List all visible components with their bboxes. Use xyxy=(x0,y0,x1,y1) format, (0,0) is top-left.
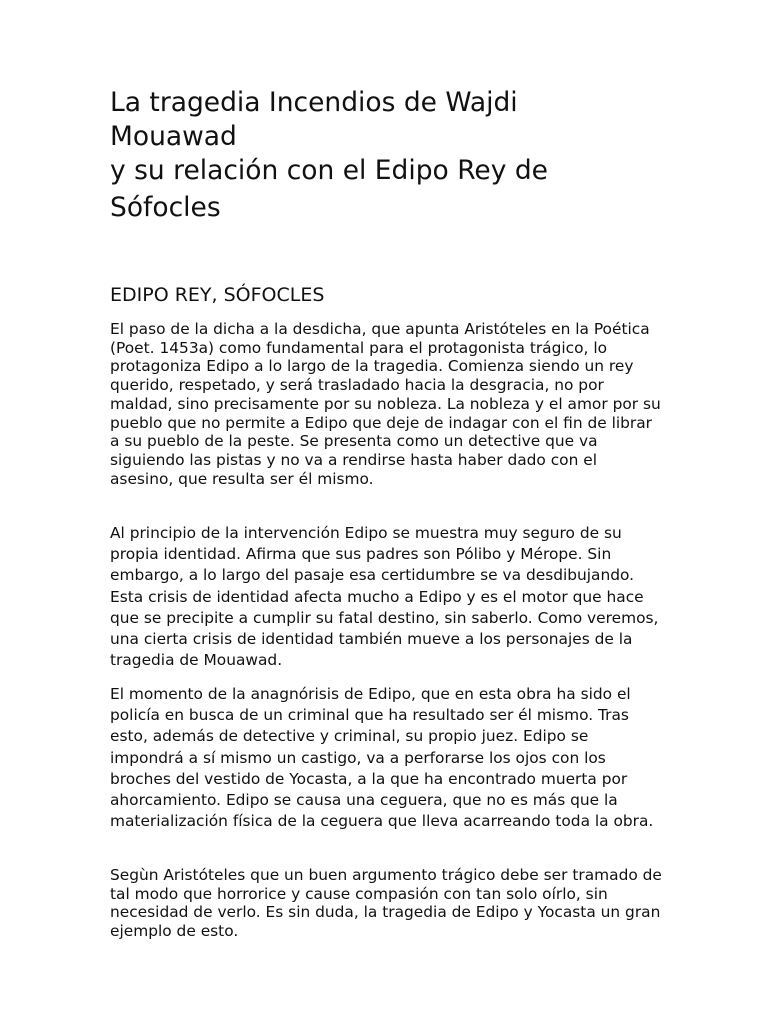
title-line-2: Mouawad xyxy=(110,121,237,152)
paragraph-1: El paso de la dicha a la desdicha, que apunta Aristóteles en la Poética (Poet. 1453a) como fundamental para el protagonista trágico, lo protagoniza Edipo a lo largo de la tragedia. Comienza siendo un rey querido, respetado, y será trasladado hacia la desgracia, no por maldad, sino precisamente por su nobleza. La nobleza y el amor por su pueblo que no permite a Edipo que deje de indagar con el fin de librar a su pueblo de la peste. Se presenta como un detective que va siguiendo las pistas y no va a rendirse hasta haber dado con el asesino, que resulta ser él mismo. xyxy=(110,320,661,488)
paragraph-3: El momento de la anagnórisis de Edipo, que en esta obra ha sido el policía en busca de un criminal que ha resultado ser él mismo. Tras esto, además de detective y criminal, su propio juez. Edipo se impondrá a sí mismo un castigo, va a perforarse los ojos con los broches del vestido de Yocasta, a la que ha encontrado muerta por ahorcamiento. Edipo se causa una ceguera, que no es más que la materialización física de la ceguera que lleva acarreando toda la obra. xyxy=(110,685,654,831)
section-heading: EDIPO REY, SÓFOCLES xyxy=(110,284,325,306)
title-line-1: La tragedia Incendios de Wajdi xyxy=(110,87,518,118)
paragraph-4: Segùn Aristóteles que un buen argumento trágico debe ser tramado de tal modo que horrorice y cause compasión con tan solo oírlo, sin necesidad de verlo. Es sin duda, la tragedia de Edipo y Yocasta un gran ejemplo de esto. xyxy=(110,866,662,941)
title-line-4: Sófocles xyxy=(110,192,221,223)
title-line-3: y su relación con el Edipo Rey de xyxy=(110,155,548,186)
document-title xyxy=(110,86,660,225)
paragraph-2: Al principio de la intervención Edipo se muestra muy seguro de su propia identidad. Afirma que sus padres son Pólibo y Mérope. Sin embargo, a lo largo del pasaje esa certidumbre se va desdibujando. Esta crisis de identidad afecta mucho a Edipo y es el motor que hace que se precipite a cumplir su fatal destino, sin saberlo. Como veremos, una cierta crisis de identidad también mueve a los personajes de la tragedia de Mouawad. xyxy=(110,524,659,670)
